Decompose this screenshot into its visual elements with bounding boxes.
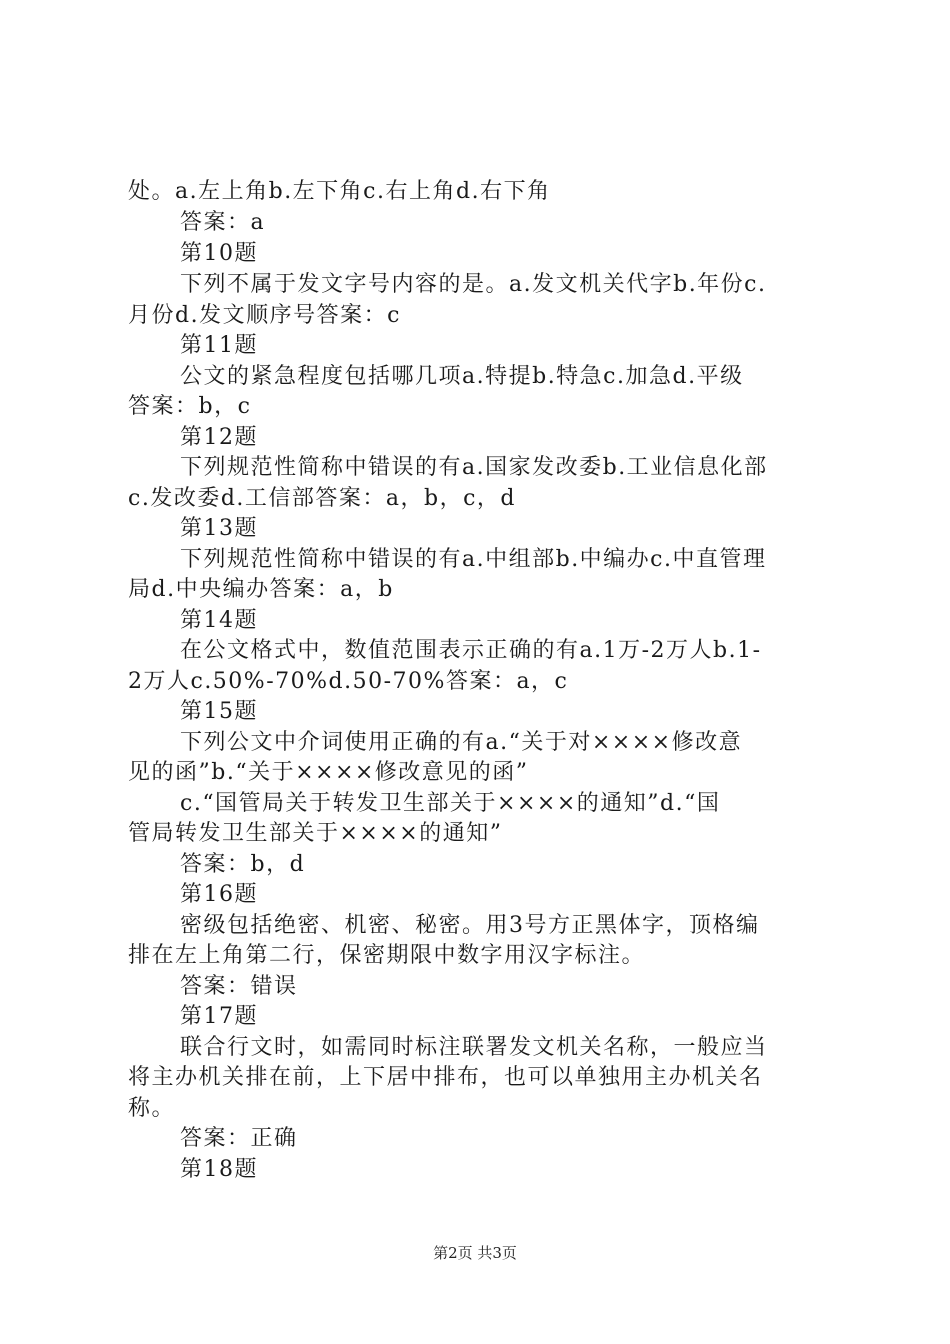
answer-line: 答案：b，d (180, 852, 306, 877)
question-text: 月份d.发文顺序号答案：c (128, 303, 401, 328)
answer-line: 答案：正确 (180, 1126, 298, 1151)
question-text: 下列不属于发文字号内容的是。a.发文机关代字b.年份c. (180, 272, 767, 297)
question-text: 局d.中央编办答案：a，b (128, 577, 394, 602)
question-text: 公文的紧急程度包括哪几项a.特提b.特急c.加急d.平级 (180, 364, 744, 389)
question-number: 第17题 (180, 1004, 258, 1029)
answer-line: 答案：b，c (128, 394, 252, 419)
question-text: 在公文格式中，数值范围表示正确的有a.1万-2万人b.1- (180, 638, 762, 663)
question-text: 联合行文时，如需同时标注联署发文机关名称，一般应当 (180, 1035, 768, 1060)
question-number: 第10题 (180, 241, 258, 266)
question-text: 称。 (128, 1096, 176, 1121)
question-text: 管局转发卫生部关于××××的通知” (128, 821, 503, 846)
question-text: 见的函”b.“关于××××修改意见的函” (128, 760, 529, 785)
page-footer: 第2页 共3页 (433, 1244, 517, 1262)
question-text: 下列规范性简称中错误的有a.中组部b.中编办c.中直管理 (180, 547, 767, 572)
question-text: 下列公文中介词使用正确的有a.“关于对××××修改意 (180, 730, 743, 755)
question-number: 第16题 (180, 882, 258, 907)
text-line: 处。a.左上角b.左下角c.右上角d.右下角 (128, 179, 551, 204)
question-number: 第15题 (180, 699, 258, 724)
question-number: 第13题 (180, 516, 258, 541)
question-text: 将主办机关排在前，上下居中排布，也可以单独用主办机关名 (128, 1065, 763, 1090)
question-text: c.发改委d.工信部答案：a，b，c，d (128, 486, 516, 511)
answer-line: 答案：a (180, 210, 266, 235)
question-text: 密级包括绝密、机密、秘密。用3号方正黑体字，顶格编 (180, 913, 760, 938)
question-number: 第14题 (180, 608, 258, 633)
question-text: 2万人c.50%-70%d.50-70%答案：a，c (128, 669, 569, 694)
question-text: 下列规范性简称中错误的有a.国家发改委b.工业信息化部 (180, 455, 768, 480)
answer-line: 答案：错误 (180, 974, 298, 999)
question-text: c.“国管局关于转发卫生部关于××××的通知”d.“国 (180, 791, 721, 816)
question-number: 第18题 (180, 1157, 258, 1182)
question-number: 第12题 (180, 425, 258, 450)
question-text: 排在左上角第二行，保密期限中数字用汉字标注。 (128, 943, 646, 968)
question-number: 第11题 (180, 333, 258, 358)
